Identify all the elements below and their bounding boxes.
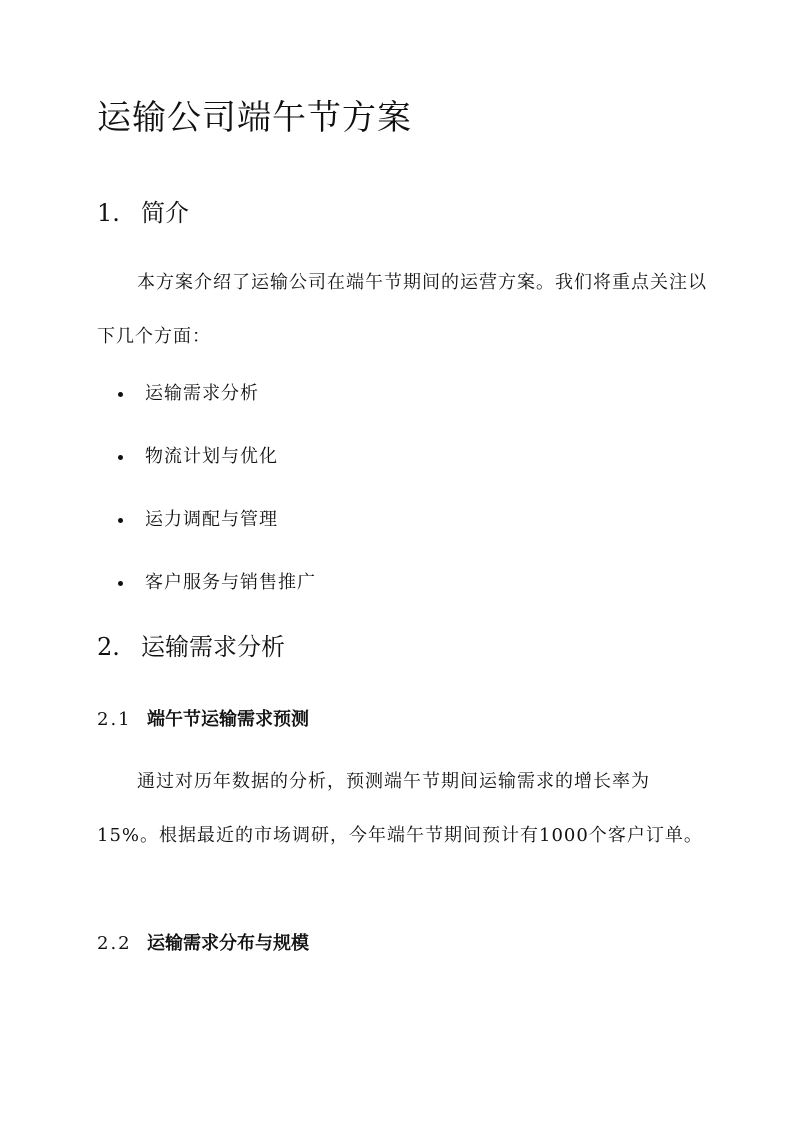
subsection-2-2-number: 2.2 bbox=[97, 933, 132, 954]
subsection-2-1-paragraph: 通过对历年数据的分析，预测端午节期间运输需求的增长率为15%。根据最近的市场调研，今年端午节期间预计有1000个客户订单。 bbox=[97, 771, 703, 846]
subsection-2-1-number: 2.1 bbox=[97, 709, 132, 730]
list-item bbox=[97, 376, 316, 439]
subsection-2-2-heading bbox=[97, 931, 309, 957]
section-1-heading bbox=[97, 196, 189, 230]
list-item-label: 运输需求分析 bbox=[145, 383, 259, 404]
section-1-number: 1. bbox=[97, 199, 120, 227]
list-item-label: 运力调配与管理 bbox=[145, 509, 278, 530]
section-1-bullet-list bbox=[97, 376, 316, 628]
subsection-2-1-heading bbox=[97, 707, 309, 733]
list-item-label: 客户服务与销售推广 bbox=[145, 572, 316, 593]
section-1-title: 简介 bbox=[141, 199, 189, 227]
bullet-dot-icon bbox=[118, 581, 123, 586]
document-title: 运输公司端午节方案 bbox=[97, 98, 412, 138]
bullet-dot-icon bbox=[118, 392, 123, 397]
list-item bbox=[97, 565, 316, 628]
section-2-title: 运输需求分析 bbox=[141, 633, 285, 661]
bullet-dot-icon bbox=[118, 455, 123, 460]
subsection-2-1-title: 端午节运输需求预测 bbox=[147, 709, 309, 730]
section-2-heading bbox=[97, 630, 285, 664]
section-2-number: 2. bbox=[97, 633, 120, 661]
subsection-2-2-title: 运输需求分布与规模 bbox=[147, 933, 309, 954]
bullet-dot-icon bbox=[118, 518, 123, 523]
section-1-paragraph: 本方案介绍了运输公司在端午节期间的运营方案。我们将重点关注以下几个方面： bbox=[97, 272, 707, 347]
list-item bbox=[97, 502, 316, 565]
list-item-label: 物流计划与优化 bbox=[145, 446, 278, 467]
list-item bbox=[97, 439, 316, 502]
